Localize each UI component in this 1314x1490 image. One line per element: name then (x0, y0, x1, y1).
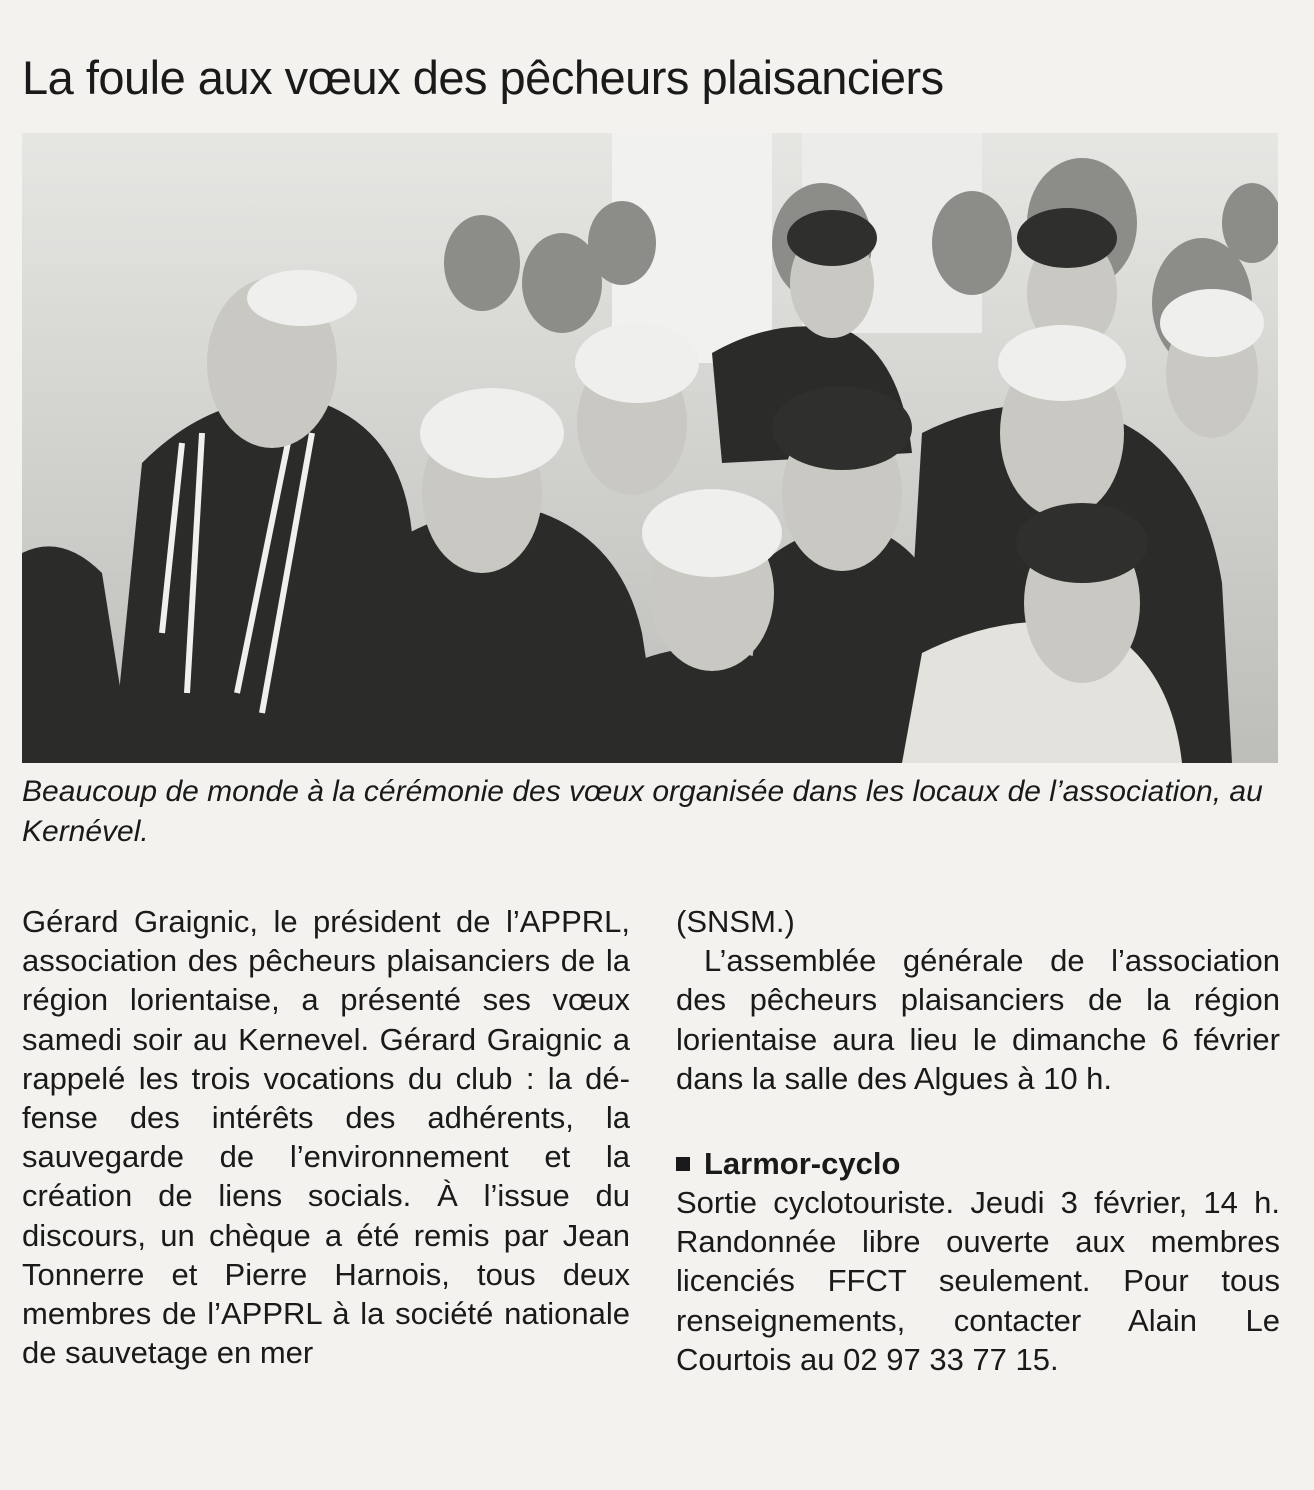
brief-title: Larmor-cyclo (704, 1146, 901, 1182)
brief-text: Sortie cyclotouriste. Jeudi 3 février, 14 h. Randonnée libre ouverte aux membres licenciés FFCT seulement. Pour tous renseignements, contacter Alain Le Courtois au 02 97 33 77 15. (676, 1185, 1280, 1377)
article-body-continuation: (SNSM.) (676, 904, 795, 939)
article-column-right (676, 902, 1280, 1379)
crowd-photo-illustration (22, 133, 1278, 763)
article-body-left: Gérard Graignic, le président de l’APPRL, association des pêcheurs plaisanciers de la région lorientaise, a présenté ses vœux samedi soir au Kernevel. Gérard Graignic a rappelé les trois vocations du club : la défense des intérêts des adhérents, la sauvegarde de l’environnement et la création de liens socials. À l’issue du discours, un chèque a été remis par Jean Tonnerre et Pierre Harnois, tous deux membres de l’APPRL à la société nationale de sauvetage en mer (22, 904, 630, 1371)
article-body-paragraph: L’assemblée générale de l’association des pêcheurs plaisanciers de la région lorientaise aura lieu le dimanche 6 février dans la salle des Algues à 10 h. (676, 943, 1280, 1096)
article-headline: La foule aux vœux des pêcheurs plaisanciers (22, 51, 944, 104)
crowd-photo (22, 133, 1278, 763)
article-column-left (22, 902, 630, 1372)
square-bullet-icon (676, 1157, 690, 1171)
photo-caption: Beaucoup de monde à la cérémonie des vœux organisée dans les locaux de l’association, au Kernével. (22, 775, 1263, 848)
brief-heading (676, 1144, 1280, 1183)
